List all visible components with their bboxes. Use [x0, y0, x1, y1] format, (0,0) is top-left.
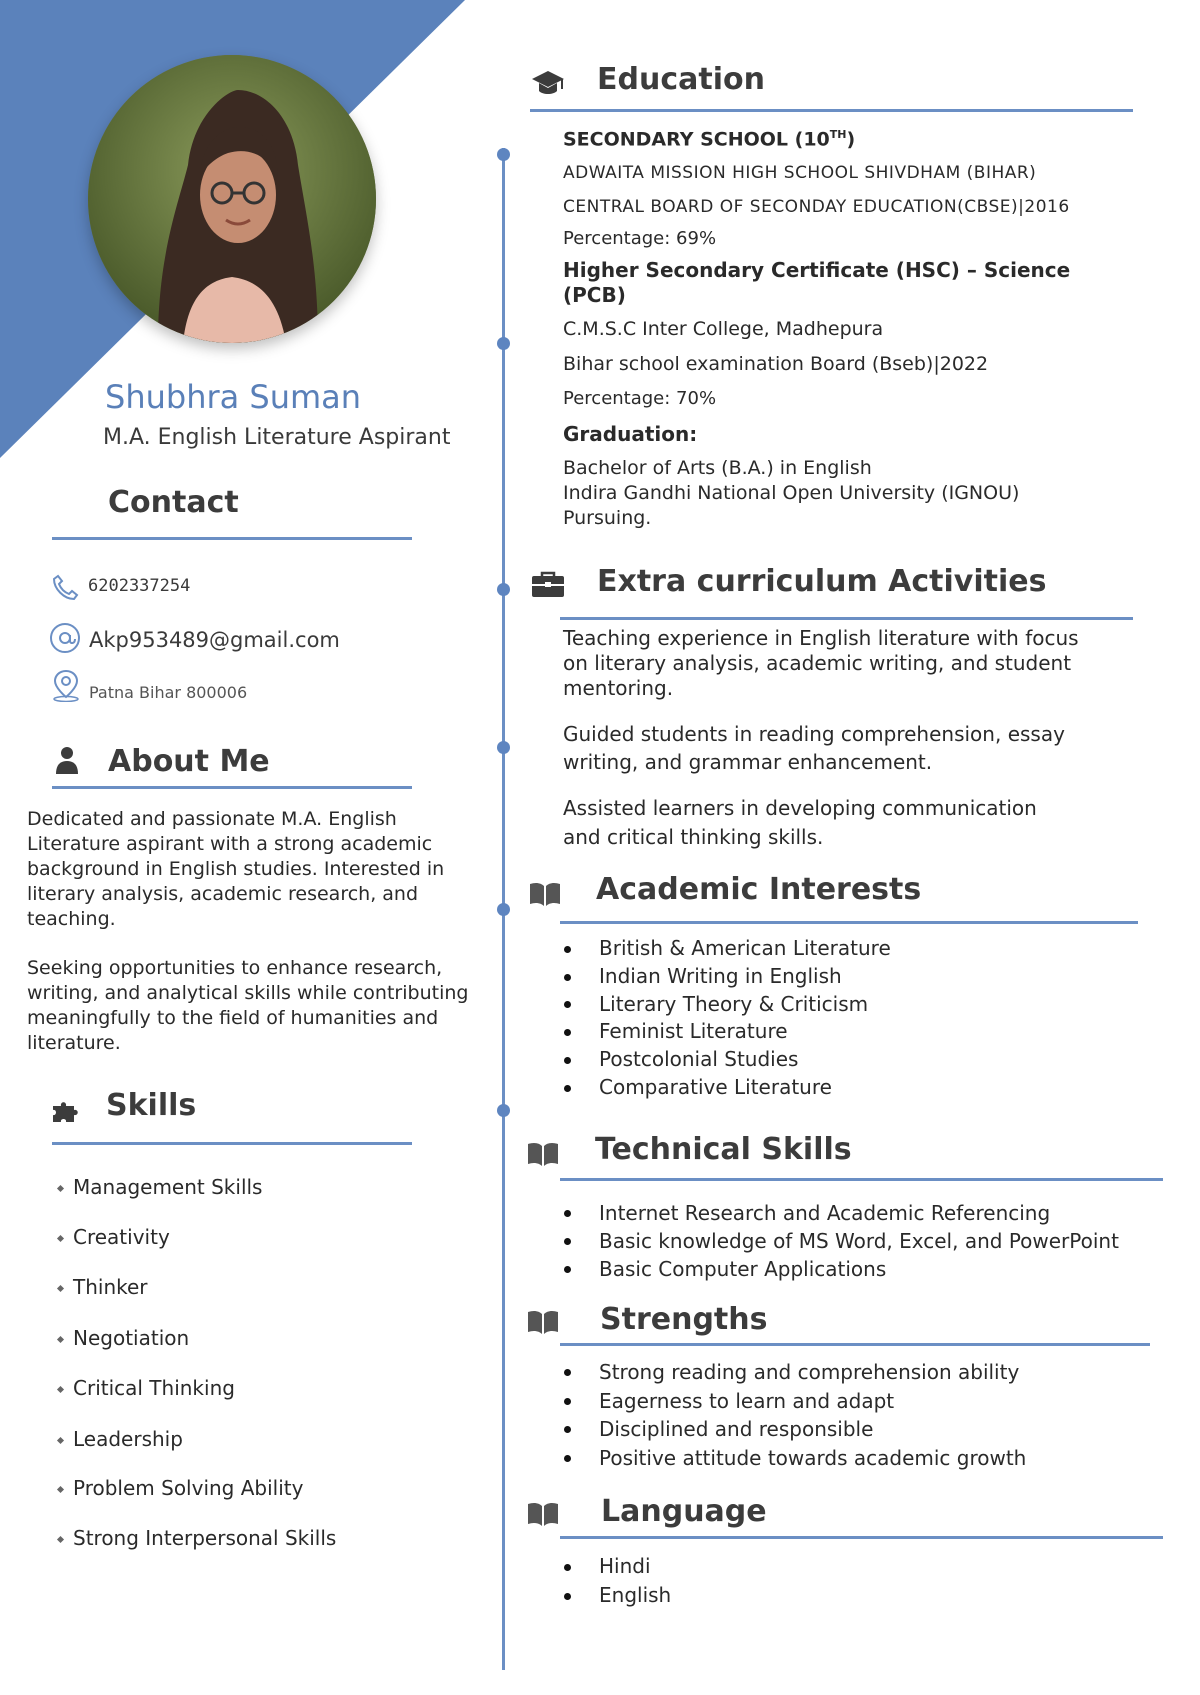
email-address[interactable]: Akp953489@gmail.com: [89, 628, 340, 652]
technical-rule: [560, 1178, 1163, 1181]
technical-title: Technical Skills: [595, 1132, 852, 1167]
timeline-node: [497, 1104, 510, 1117]
graduation-cap-icon: [531, 68, 565, 98]
academic-list: [563, 935, 891, 1102]
timeline-node: [497, 903, 510, 916]
list-item: Positive attitude towards academic growth: [563, 1444, 1026, 1473]
candidate-role: M.A. English Literature Aspirant: [103, 425, 451, 450]
list-item: British & American Literature: [563, 935, 891, 963]
bullet-icon: [57, 1437, 64, 1444]
graduation-details: [563, 456, 1019, 531]
open-book-icon: [526, 1308, 560, 1336]
extra-item: Assisted learners in developing communication and critical thinking skills.: [563, 796, 1037, 849]
at-icon: [49, 622, 81, 654]
bullet-icon: [57, 1486, 64, 1493]
about-paragraph-2: Seeking opportunities to enhance research, writing, and analytical skills while contributing meaningfully to the field of humanities and literature.: [27, 957, 469, 1054]
bullet-icon: [57, 1336, 64, 1343]
bullet-icon: [57, 1285, 64, 1292]
language-list: [563, 1552, 671, 1610]
phone-icon: [50, 572, 80, 602]
education-title: Education: [597, 62, 765, 97]
bullet-icon: [57, 1386, 64, 1393]
skills-rule: [52, 1142, 412, 1145]
skill-item: Thinker: [58, 1275, 148, 1299]
skills-title: Skills: [106, 1088, 197, 1123]
open-book-icon: [528, 880, 562, 908]
list-item: Internet Research and Academic Referencing: [563, 1199, 1119, 1227]
skill-item: Strong Interpersonal Skills: [58, 1526, 336, 1550]
list-item: Disciplined and responsible: [563, 1415, 1026, 1444]
candidate-name: Shubhra Suman: [105, 378, 362, 416]
hsc-board: Bihar school examination Board (Bseb)|2022: [563, 353, 989, 375]
list-item: Strong reading and comprehension ability: [563, 1358, 1026, 1387]
academic-title: Academic Interests: [596, 872, 922, 907]
hsc-heading: Higher Secondary Certificate (HSC) – Science (PCB): [563, 258, 1071, 307]
timeline-node: [497, 583, 510, 596]
strengths-list: [563, 1358, 1026, 1472]
language-title: Language: [601, 1494, 767, 1529]
list-item: Comparative Literature: [563, 1074, 891, 1102]
extra-item: Teaching experience in English literature with focus on literary analysis, academic writing, and student mentoring.: [563, 626, 1079, 700]
bullet-icon: [57, 1536, 64, 1543]
graduation-heading: Graduation:: [563, 422, 698, 446]
strengths-rule: [560, 1343, 1150, 1346]
list-item: Postcolonial Studies: [563, 1046, 891, 1074]
graduation-university: Indira Gandhi National Open University (IGNOU): [563, 482, 1020, 504]
timeline-node: [497, 337, 510, 350]
skill-item: Management Skills: [58, 1175, 262, 1199]
skill-item: Leadership: [58, 1427, 183, 1451]
secondary-board: CENTRAL BOARD OF SECONDAY EDUCATION(CBSE)|2016: [563, 197, 1070, 217]
about-rule: [52, 786, 412, 789]
list-item: Basic Computer Applications: [563, 1255, 1119, 1283]
graduation-status: Pursuing.: [563, 507, 652, 529]
about-paragraph-1: Dedicated and passionate M.A. English Literature aspirant with a strong academic background in English studies. Interested in literary analysis, academic research, and teaching.: [27, 808, 445, 930]
list-item: Indian Writing in English: [563, 963, 891, 991]
list-item: Basic knowledge of MS Word, Excel, and PowerPoint: [563, 1227, 1119, 1255]
list-item: Eagerness to learn and adapt: [563, 1387, 1026, 1416]
extra-rule: [560, 617, 1133, 620]
open-book-icon: [526, 1140, 560, 1168]
technical-list: [563, 1199, 1119, 1283]
graduation-degree: Bachelor of Arts (B.A.) in English: [563, 457, 872, 479]
puzzle-icon: [49, 1098, 85, 1126]
about-text: [27, 807, 482, 1056]
secondary-school: ADWAITA MISSION HIGH SCHOOL SHIVDHAM (BIHAR): [563, 163, 1037, 183]
person-icon: [55, 745, 79, 775]
contact-title: Contact: [108, 485, 239, 520]
about-title: About Me: [108, 744, 270, 779]
bullet-icon: [57, 1185, 64, 1192]
secondary-percentage: Percentage: 69%: [563, 228, 717, 249]
location-text: Patna Bihar 800006: [89, 683, 248, 702]
education-rule: [530, 109, 1133, 112]
extra-item: Guided students in reading comprehension, essay writing, and grammar enhancement.: [563, 722, 1065, 774]
academic-rule: [560, 921, 1138, 924]
briefcase-icon: [530, 570, 566, 600]
phone-number[interactable]: 6202337254: [88, 576, 191, 596]
skill-item: Problem Solving Ability: [58, 1476, 303, 1500]
location-pin-icon: [50, 668, 82, 702]
profile-photo: [88, 55, 376, 343]
list-item: Literary Theory & Criticism: [563, 991, 891, 1019]
skill-item: Creativity: [58, 1225, 170, 1249]
skill-item: Critical Thinking: [58, 1376, 235, 1400]
strengths-title: Strengths: [600, 1302, 768, 1337]
open-book-icon: [526, 1500, 560, 1528]
skill-item: Negotiation: [58, 1326, 189, 1350]
list-item: Feminist Literature: [563, 1018, 891, 1046]
hsc-college: C.M.S.C Inter College, Madhepura: [563, 318, 884, 340]
secondary-heading: SECONDARY SCHOOL (10TH): [563, 128, 856, 151]
list-item: English: [563, 1581, 671, 1610]
contact-rule: [52, 537, 412, 540]
timeline-node: [497, 148, 510, 161]
extra-title: Extra curriculum Activities: [597, 564, 1047, 599]
bullet-icon: [57, 1235, 64, 1242]
hsc-percentage: Percentage: 70%: [563, 388, 717, 409]
language-rule: [560, 1536, 1163, 1539]
list-item: Hindi: [563, 1552, 671, 1581]
timeline-node: [497, 741, 510, 754]
